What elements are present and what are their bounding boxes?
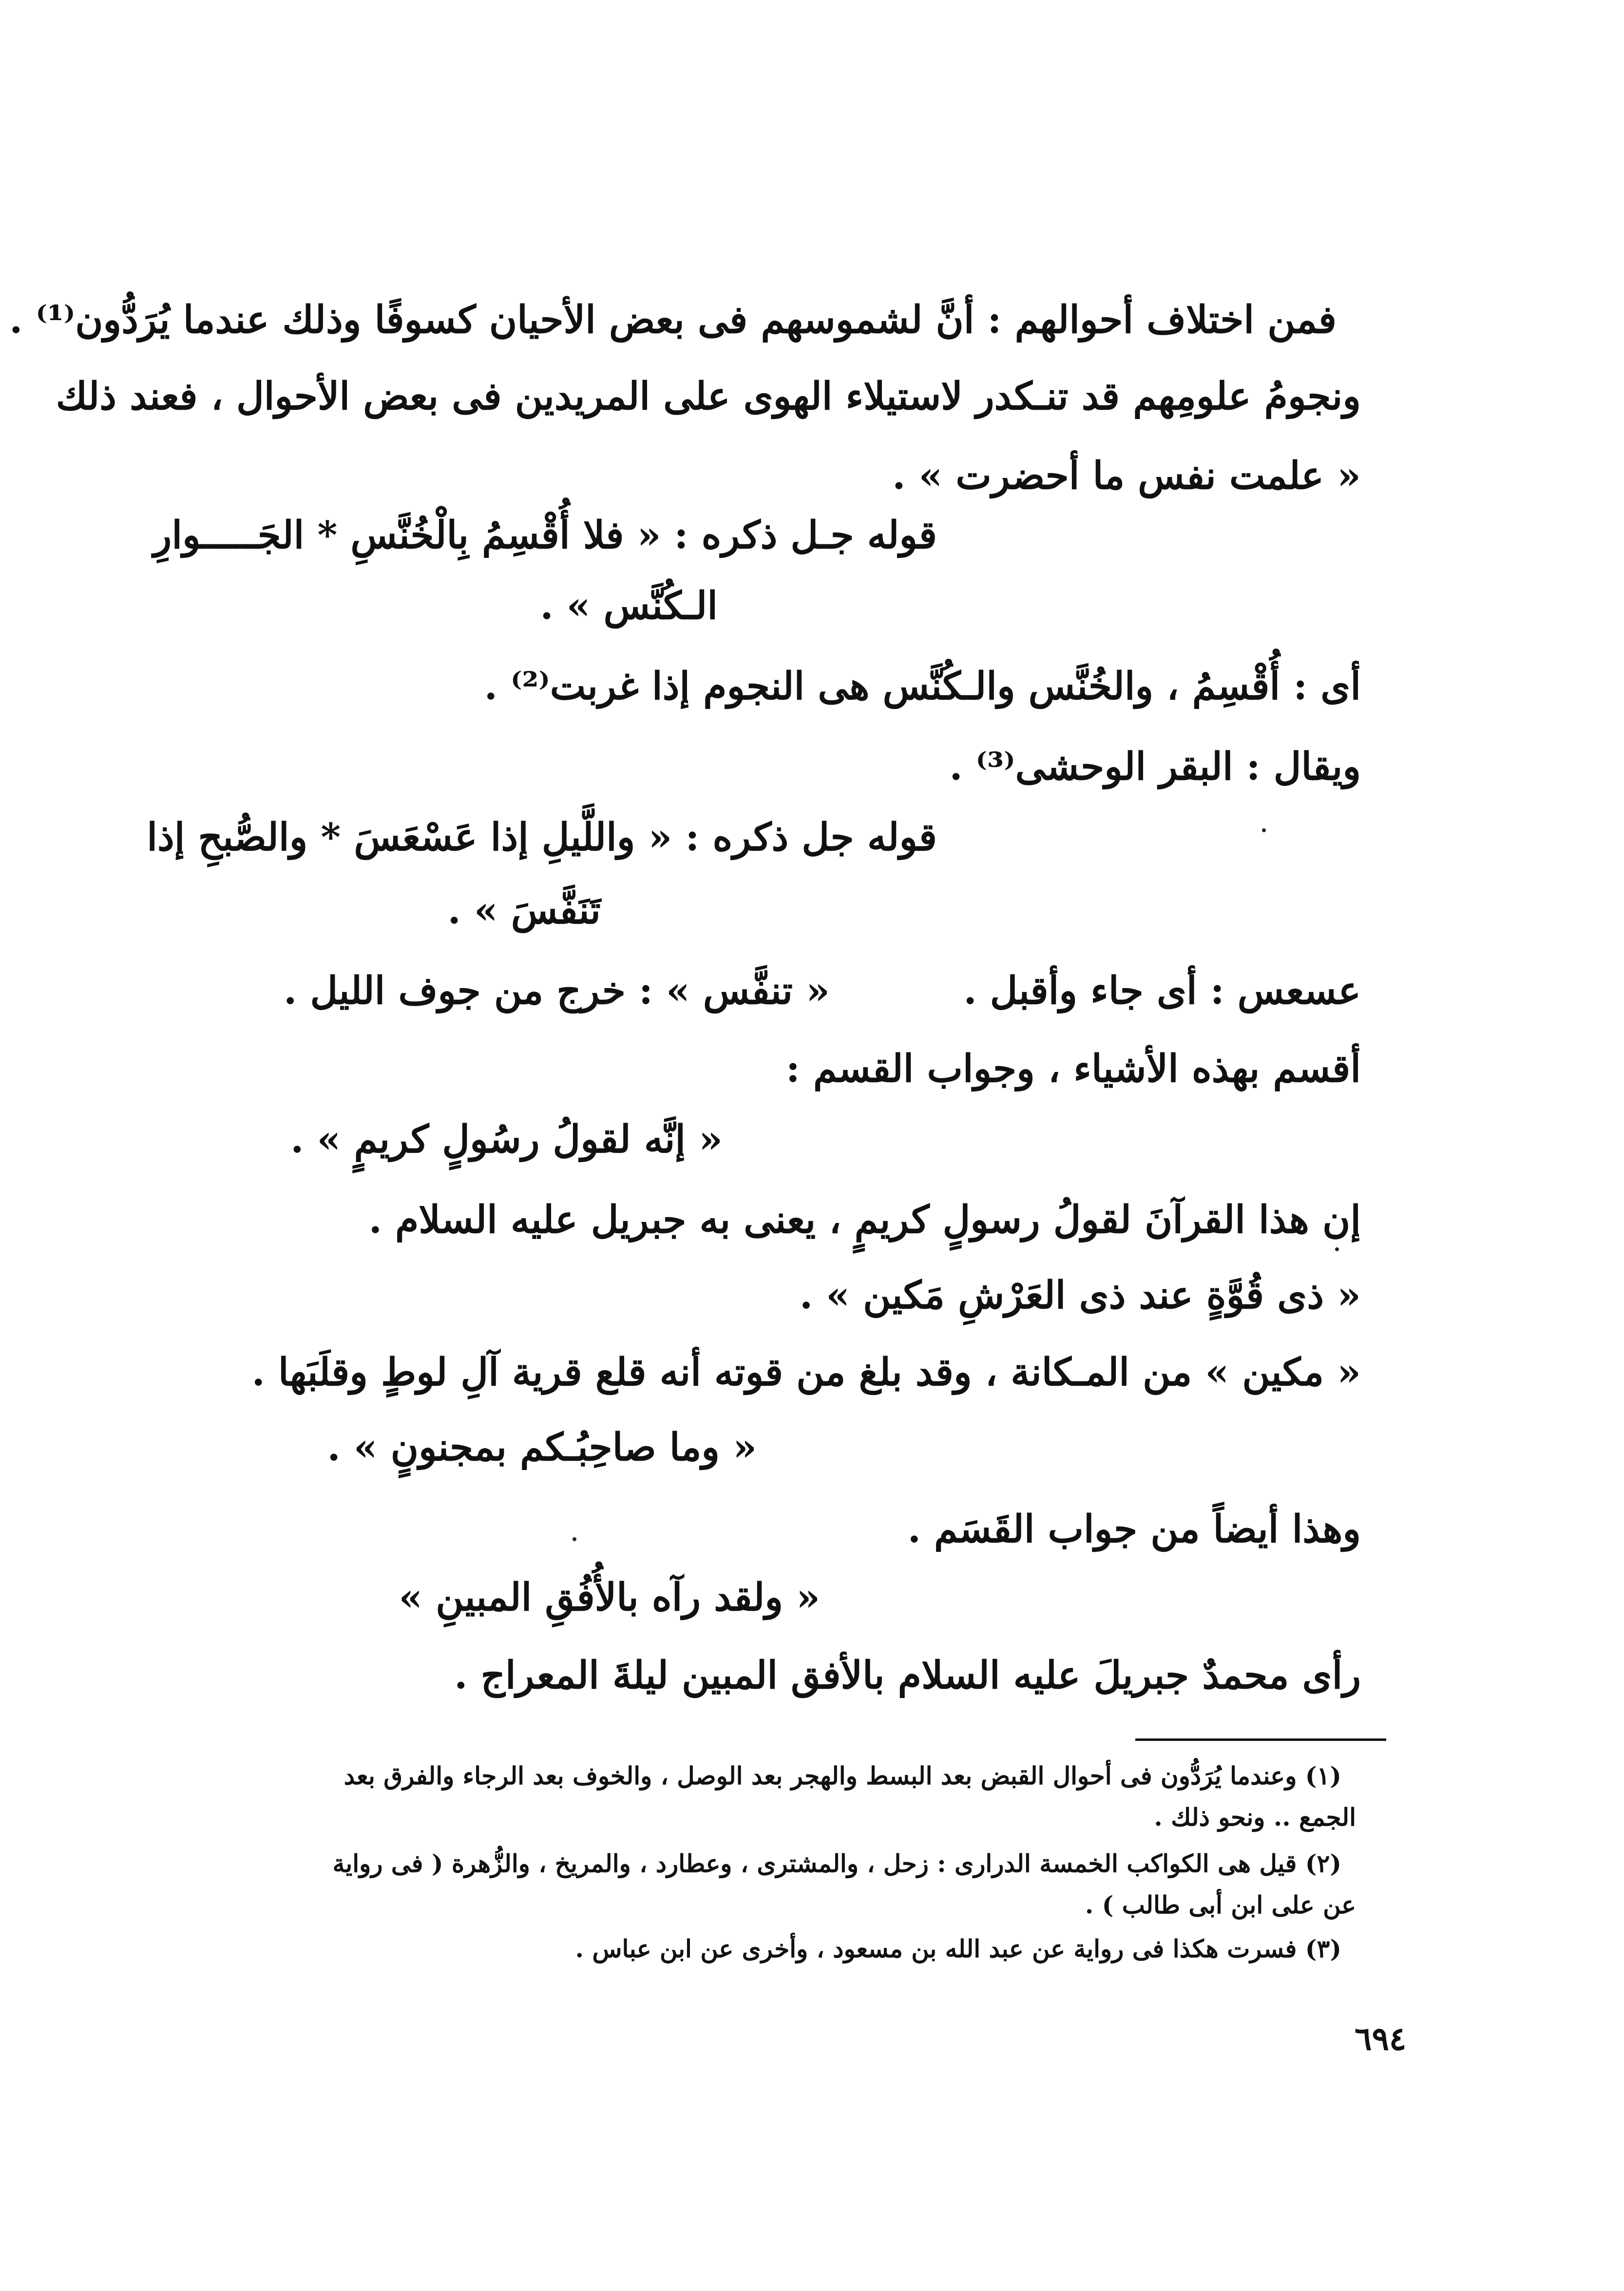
body-line-7: ويقال : البقر الوحشى⁽³⁾ . xyxy=(949,745,1361,789)
page-number: ٦٩٤ xyxy=(1355,2020,1407,2058)
body-line-11: أقسم بهذه الأشياء ، وجواب القسم : xyxy=(786,1047,1361,1091)
body-line-19: رأى محمدٌ جبريلَ عليه السلام بالأفق المبين ليلةَ المعراج . xyxy=(454,1653,1361,1698)
body-line-6: أى : أُقْسِمُ ، والخُنَّس والـكُنَّس هى النجوم إذا غربت⁽²⁾ . xyxy=(484,664,1361,708)
speck xyxy=(1335,1247,1339,1251)
speck xyxy=(573,1537,576,1541)
body-line-10b: « تنفَّس » : خرج من جوف الليل . xyxy=(284,969,830,1013)
body-line-3: « علمت نفس ما أحضرت » . xyxy=(892,454,1361,498)
verse-heading-1: قوله جـل ذكره : « فلا أُقْسِمُ بِالْخُنَّسِ * الجَـــــوارِ xyxy=(153,513,937,557)
speck xyxy=(1262,828,1266,832)
body-line-13: إن هذا القرآنَ لقولُ رسولٍ كريمٍ ، يعنى به جبريل عليه السلام . xyxy=(368,1198,1361,1242)
body-line-15: « مكين » من المـكانة ، وقد بلغ من قوته أنه قلع قرية آلِ لوطٍ وقلَبَها . xyxy=(251,1350,1361,1394)
verse-quote-1: « إنَّه لقولُ رسُولٍ كريمٍ » . xyxy=(290,1117,723,1162)
body-line-17: وهذا أيضاً من جواب القَسَم . xyxy=(907,1507,1361,1551)
footnote-3: (٣) فسرت هكذا فى رواية عن عبد الله بن مسعود ، وأخرى عن ابن عباس . xyxy=(575,1934,1341,1963)
verse-quote-2: « ذى قُوَّةٍ عند ذى العَرْشِ مَكين » . xyxy=(799,1273,1361,1317)
footnote-separator xyxy=(1135,1738,1386,1741)
verse-heading-2: قوله جل ذكره : « واللَّيلِ إذا عَسْعَسَ * والصُّبحِ إذا xyxy=(147,815,937,859)
footnote-2-cont: عن على ابن أبى طالب ) . xyxy=(1085,1890,1356,1919)
footnote-2: (٢) قيل هى الكواكب الخمسة الدرارى : زحل ، والمشترى ، وعطارد ، والمريخ ، والزُّهرة ( فى رواية xyxy=(332,1849,1341,1878)
body-line-10a: عسعس : أى جاء وأقبل . xyxy=(963,969,1361,1013)
footnote-1: (١) وعندما يُرَدُّون فى أحوال القبض بعد البسط والهجر بعد الوصل ، والخوف بعد الرجاء والفرق بعد xyxy=(344,1761,1341,1790)
verse-quote-3: « وما صاحِبُـكم بمجنونٍ » . xyxy=(327,1425,757,1470)
body-line-2: ونجومُ علومِهم قد تنـكدر لاستيلاء الهوى على المريدين فى بعض الأحوال ، فعند ذلك xyxy=(56,374,1361,419)
footnote-1-cont: الجمع .. ونحو ذلك . xyxy=(1154,1803,1356,1832)
verse-heading-2-cont: تَنَفَّسَ » . xyxy=(447,888,601,933)
body-line-1: فمن اختلاف أحوالهم : أنَّ لشموسهم فى بعض الأحيان كسوفًا وذلك عندما يُرَدُّون⁽¹⁾ . xyxy=(9,298,1337,342)
verse-heading-1-cont: الـكُنَّس » . xyxy=(540,584,718,628)
verse-quote-4: « ولقد رآه بالأُفُقِ المبينِ » xyxy=(399,1575,820,1620)
